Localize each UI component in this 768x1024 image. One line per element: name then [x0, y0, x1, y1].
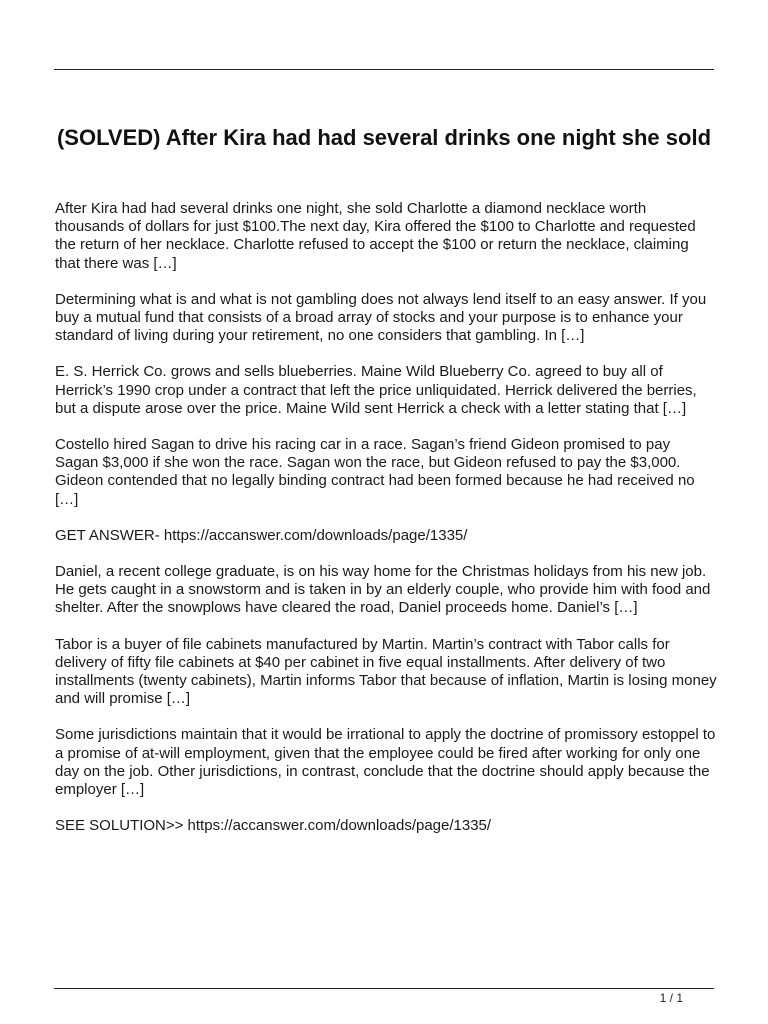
paragraph-gambling: Determining what is and what is not gambling does not always lend itself to an easy answer. If you buy a mutual fund that consists of a broad array of stocks and your purpose is to enhance your standard of living during your retirement, no one considers that gambling. In […]: [55, 290, 707, 345]
paragraph-kira: After Kira had had several drinks one night, she sold Charlotte a diamond necklace worth thousands of dollars for just $100.The next day, Kira offered the $100 to Charlotte and requested the return of her necklace. Charlotte refused to accept the $100 or return the necklace, claiming that there was […]: [55, 200, 696, 272]
get-answer-link[interactable]: GET ANSWER- https://accanswer.com/downloads/page/1335/: [55, 526, 468, 544]
paragraph-estoppel: Some jurisdictions maintain that it would be irrational to apply the doctrine of promissory estoppel to a promise of at-will employment, given that the employee could be fired after working for only one day on the job. Other jurisdictions, in contrast, conclude that the doctrine should apply because the employer […]: [55, 726, 716, 799]
page-number: 1 / 1: [659, 991, 683, 1005]
paragraph-tabor: Tabor is a buyer of file cabinets manufactured by Martin. Martin’s contract with Tabor calls for delivery of fifty file cabinets at $40 per cabinet in five equal installments. After delivery of two installments (twenty cabinets), Martin informs Tabor that because of inflation, Martin is losing money and will promise […]: [55, 635, 717, 708]
paragraph-herrick: E. S. Herrick Co. grows and sells blueberries. Maine Wild Blueberry Co. agreed to buy all of Herrick’s 1990 crop under a contract that left the price unliquidated. Herrick delivered the berries, but a dispute arose over the price. Maine Wild sent Herrick a check with a letter stating that […]: [55, 363, 697, 417]
see-solution-link[interactable]: SEE SOLUTION>> https://accanswer.com/downloads/page/1335/: [55, 817, 492, 835]
paragraph-daniel: Daniel, a recent college graduate, is on his way home for the Christmas holidays from his new job. He gets caught in a snowstorm and is taken in by an elderly couple, who provide him with food and shelter. After the snowplows have cleared the road, Daniel proceeds home. Daniel’s […]: [55, 563, 711, 617]
page-title: (SOLVED) After Kira had had several drinks one night she sold: [56, 125, 712, 150]
bottom-divider: [54, 988, 714, 989]
top-divider: [54, 69, 714, 70]
paragraph-costello: Costello hired Sagan to drive his racing car in a race. Sagan’s friend Gideon promised to pay Sagan $3,000 if she won the race. Sagan won the race, but Gideon refused to pay the $3,000. Gideon contended that no legally binding contract had been formed because he had received no […]: [55, 436, 695, 508]
document-body: [55, 200, 717, 853]
